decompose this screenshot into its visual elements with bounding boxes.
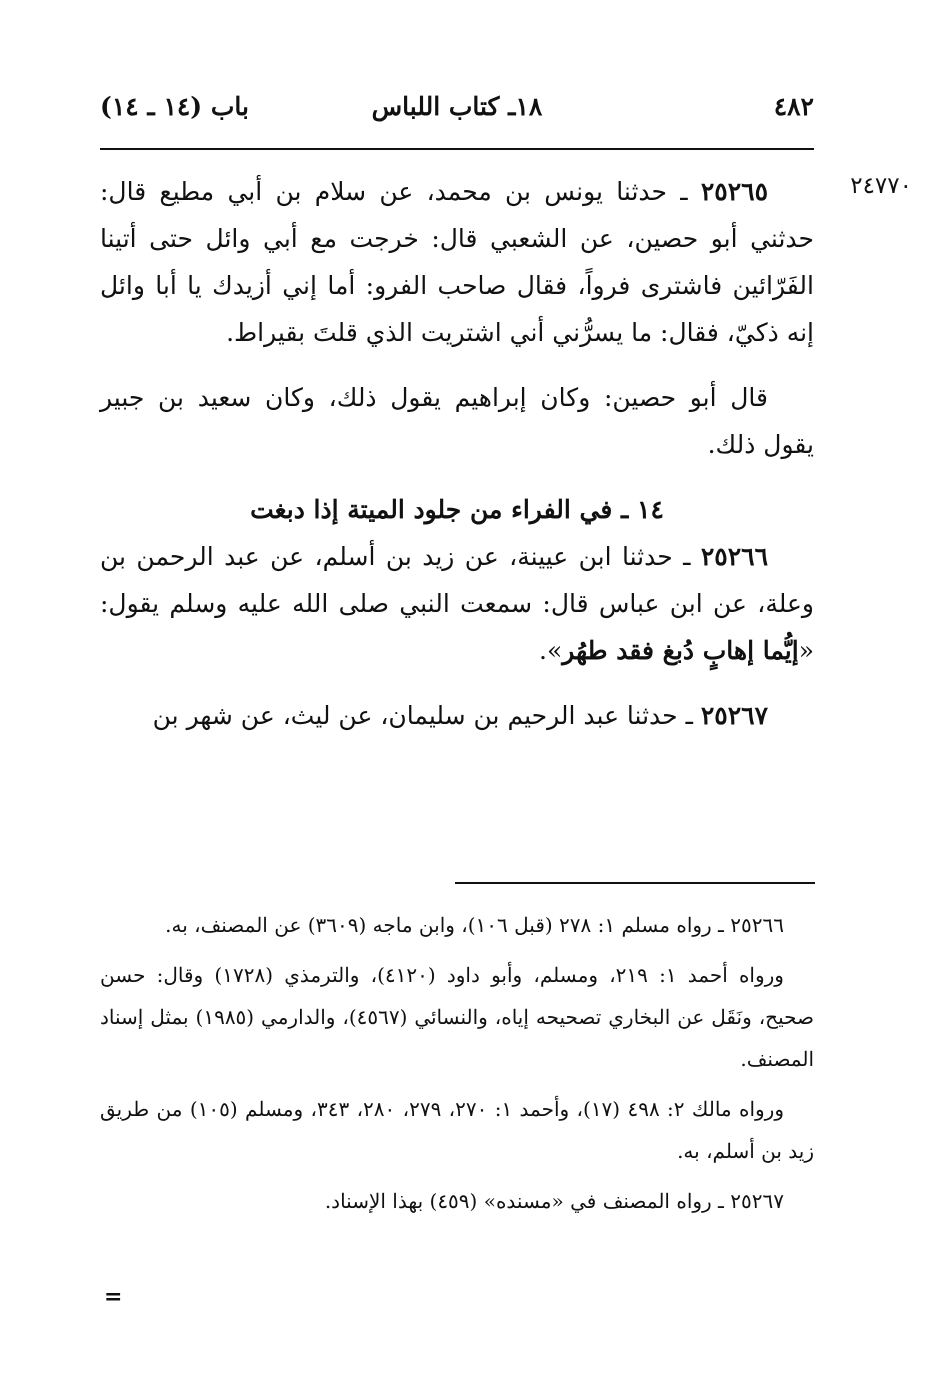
hadith-text: ـ حدثنا يونس بن محمد، عن سلام بن أبي مطيع قال: حدثني أبو حصين، عن الشعبي قال: خرجت مع أبي وائل حتى أتينا الفَرّائين فاشترى فرواً، فقال صاحب الفرو: أما إني أزيدك يا أبا وائل إنه ذكيّ، فقال: ما يسرُّني أني اشتريت الذي قلتَ بقيراط.	[100, 177, 814, 347]
footnote-3: ورواه مالك ٢: ٤٩٨ (١٧)، وأحمد ١: ٢٧٠، ٢٧٩، ٢٨٠، ٣٤٣، ومسلم (١٠٥) من طريق زيد بن أسلم، به.	[100, 1097, 814, 1163]
hadith-note	[100, 374, 814, 468]
hadith-25265	[100, 168, 814, 356]
footnote-1: ٢٥٢٦٦ ـ رواه مسلم ١: ٢٧٨ (قبل ١٠٦)، وابن ماجه (٣٦٠٩) عن المصنف، به.	[165, 913, 784, 937]
prophetic-quote: إيُّما إهابٍ دُبغ فقد طهُر	[562, 636, 799, 665]
hadith-25267	[100, 692, 814, 739]
header-rule	[100, 148, 814, 150]
chapter-range: باب (١٤ ـ ١٤)	[100, 92, 249, 121]
page-header	[100, 92, 814, 132]
note-text: قال أبو حصين: وكان إبراهيم يقول ذلك، وكان سعيد بن جبير يقول ذلك.	[100, 383, 814, 459]
footnote-4: ٢٥٢٦٧ ـ رواه المصنف في «مسنده» (٤٥٩) بهذا الإسناد.	[324, 1189, 784, 1213]
hadith-25266	[100, 533, 814, 674]
section-title: ١٤ ـ في الفراء من جلود الميتة إذا دبغت	[250, 495, 664, 524]
margin-number: ٢٤٧٧٠	[850, 173, 912, 199]
hadith-number: ٢٥٢٦٧	[700, 701, 768, 730]
hadith-number: ٢٥٢٦٥	[700, 177, 768, 206]
main-text	[100, 168, 814, 757]
page-number: ٤٨٢	[773, 92, 814, 121]
book-title: ١٨ـ كتاب اللباس	[371, 92, 543, 121]
footnote-rule	[455, 882, 815, 884]
footnotes	[100, 904, 814, 1230]
quote-end: ».	[539, 636, 563, 665]
footnote-2: ورواه أحمد ١: ٢١٩، ومسلم، وأبو داود (٤١٢٠)، والترمذي (١٧٢٨) وقال: حسن صحيح، ونَقَل عن البخاري تصحيحه إياه، والنسائي (٤٥٦٧)، والدارمي (١٩٨٥) بمثل إسناد المصنف.	[100, 963, 814, 1071]
hadith-text: ـ حدثنا ابن عيينة، عن زيد بن أسلم، عن عبد الرحمن بن وعلة، عن ابن عباس قال: سمعت النبي صلى الله عليه وسلم يقول: «	[100, 542, 814, 665]
hadith-number: ٢٥٢٦٦	[700, 542, 768, 571]
continuation-mark: =	[104, 1284, 123, 1310]
hadith-text: ـ حدثنا عبد الرحيم بن سليمان، عن ليث، عن شهر بن	[152, 701, 701, 730]
